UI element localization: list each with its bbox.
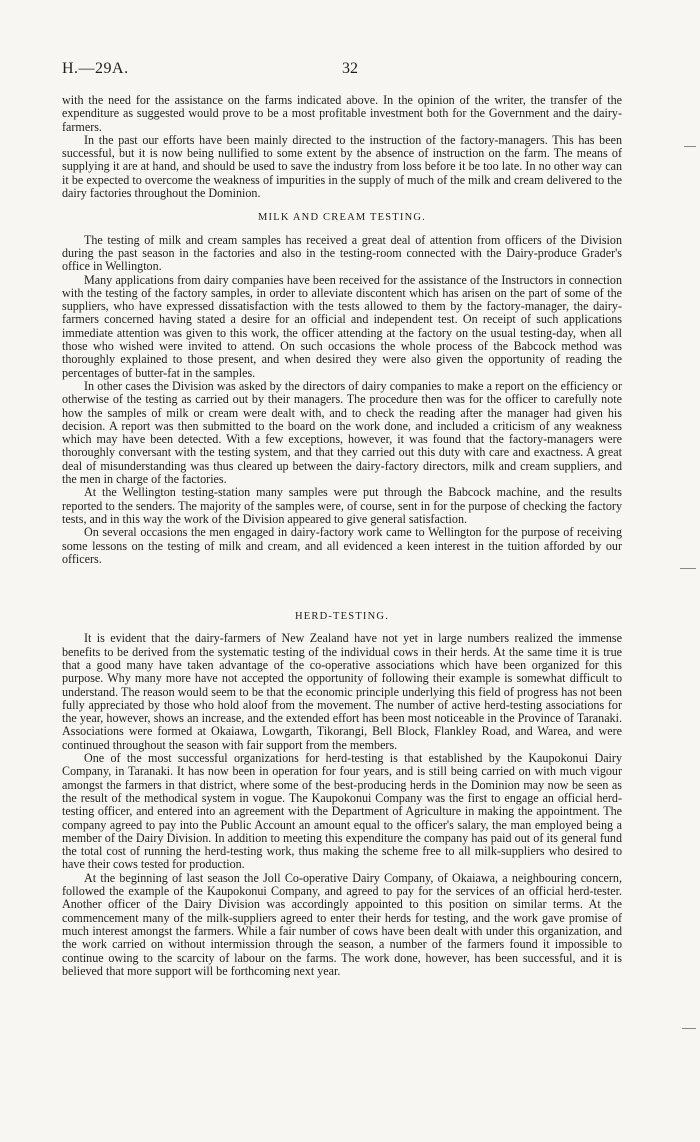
paragraph: At the beginning of last season the Joll Co-operative Dairy Company, of Okaiawa, a neighbouring concern, followed the example of the Kaupokonui Company, and agreed to pay for the services of an official herd-tester. Another officer of the Dairy Division was accordingly appointed to this position on similar terms. At the commencement many of the milk-suppliers agreed to enter their herds for testing, and the work gave promise of much interest amongst the farmers. While a fair number of cows have been dealt with under this organization, and the work carried on without intermission through the season, a number of the farmers found it impossible to continue owing to the scarcity of labour on the farms. The work done, however, has been successful, and it is believed that more support will be forthcoming next year. <box>62 870 622 978</box>
margin-mark <box>684 146 696 147</box>
paragraph: One of the most successful organizations for herd-testing is that established by the Kaupokonui Dairy Company, in Taranaki. It has now been in operation for four years, and is still being carried on with much vigour amongst the farmers in that district, where some of the best-producing herds in the Dominion may now be seen as the result of the methodical system in vogue. The Kaupokonui Company was the first to engage an official herd-testing officer, and entered into an agreement with the Department of Agriculture in making the appointment. The company agreed to pay into the Public Account an amount equal to the officer's salary, the man employed being a member of the Dairy Division. In addition to meeting this expenditure the company has paid out of its general fund the total cost of running the herd-testing work, thus making the scheme free to all milk-suppliers who desired to have their cows tested for production. <box>62 751 622 872</box>
paragraph: Many applications from dairy companies have been received for the assistance of the Instructors in connection with the testing of the factory samples, in order to alleviate discontent which has arisen on the part of some of the suppliers, who have expressed dissatisfaction with the tests allowed to them by the factory-manager, the dairy-farmers concerned having stated a desire for an official and independent test. On receipt of such applications immediate attention was given to this work, the officer attending at the factory on the usual testing-day, when all those who wished were invited to attend. On such occasions the whole process of the Babcock method was thoroughly explained to those present, and when desired they were also given the opportunity of reading the percentages of butter-fat in the samples. <box>62 272 622 380</box>
page-body <box>62 94 622 978</box>
paragraph: In other cases the Division was asked by the directors of dairy companies to make a report on the efficiency or otherwise of the testing as carried out by their managers. The procedure then was for the officer to carefully note how the samples of milk or cream were dealt with, and to check the reading after the manager had given his decision. A report was then submitted to the board on the work done, and included a criticism of any weakness which may have been detected. With a few exceptions, however, it was found that the factory-managers were thoroughly conversant with the testing system, and that they carried out this duty with care and exactness. A great deal of misunderstanding was thus cleared up between the dairy-factory directors, milk and cream suppliers, and the men in charge of the factories. <box>62 378 622 487</box>
page-header <box>62 60 638 84</box>
paragraph: In the past our efforts have been mainly directed to the instruction of the factory-managers. This has been successful, but it is now being nullified to some extent by the absence of instruction on the farm. The means of supplying it are at hand, and should be used to save the industry from loss before it be too late. In no other way can it be expected to overcome the weakness of impurities in the supply of much of the milk and cream delivered to the dairy factories throughout the Dominion. <box>62 132 622 201</box>
paragraph: It is evident that the dairy-farmers of New Zealand have not yet in large numbers realized the immense benefits to be derived from the systematic testing of the individual cows in their herds. At the same time it is true that a good many have taken advantage of the co-operative associations which have been organized for this purpose. Why many more have not accepted the opportunity of following their example is somewhat difficult to understand. The reason would seem to be that the economic principle underlying this field of progress has not been fully appreciated by those who hold aloof from the movement. The number of active herd-testing associations for the year, however, shows an increase, and the extended effort has been most noticeable in the Province of Taranaki. Associations were formed at Okaiawa, Lowgarth, Tikorangi, Bell Block, Flankley Road, and Warea, and were continued throughout the season with fair support from the members. <box>62 631 622 752</box>
section-heading-milk-and-cream-testing: MILK AND CREAM TESTING. <box>258 212 426 224</box>
paragraph: with the need for the assistance on the farms indicated above. In the opinion of the writer, the transfer of the expenditure as suggested would prove to be a most profitable investment both for the Government and the dairy-farmers. <box>62 93 622 134</box>
margin-mark <box>682 1028 696 1029</box>
document-reference: H.—29A. <box>62 60 129 77</box>
paragraph: At the Wellington testing-station many samples were put through the Babcock machine, and the results reported to the senders. The majority of the samples were, of course, sent in for the purpose of checking the factory tests, and in this way the work of the Division appeared to give general satisfaction. <box>62 485 622 526</box>
margin-mark <box>680 568 696 569</box>
page-number: 32 <box>342 60 358 77</box>
paragraph: The testing of milk and cream samples has received a great deal of attention from officers of the Division during the past season in the factories and also in the testing-room connected with the Dairy-produce Grader's office in Wellington. <box>62 232 622 274</box>
paragraph: On several occasions the men engaged in dairy-factory work came to Wellington for the purpose of receiving some lessons on the testing of milk and cream, and all evidenced a keen interest in the tuition afforded by our officers. <box>62 525 622 566</box>
section-heading-herd-testing: HERD-TESTING. <box>294 611 390 623</box>
